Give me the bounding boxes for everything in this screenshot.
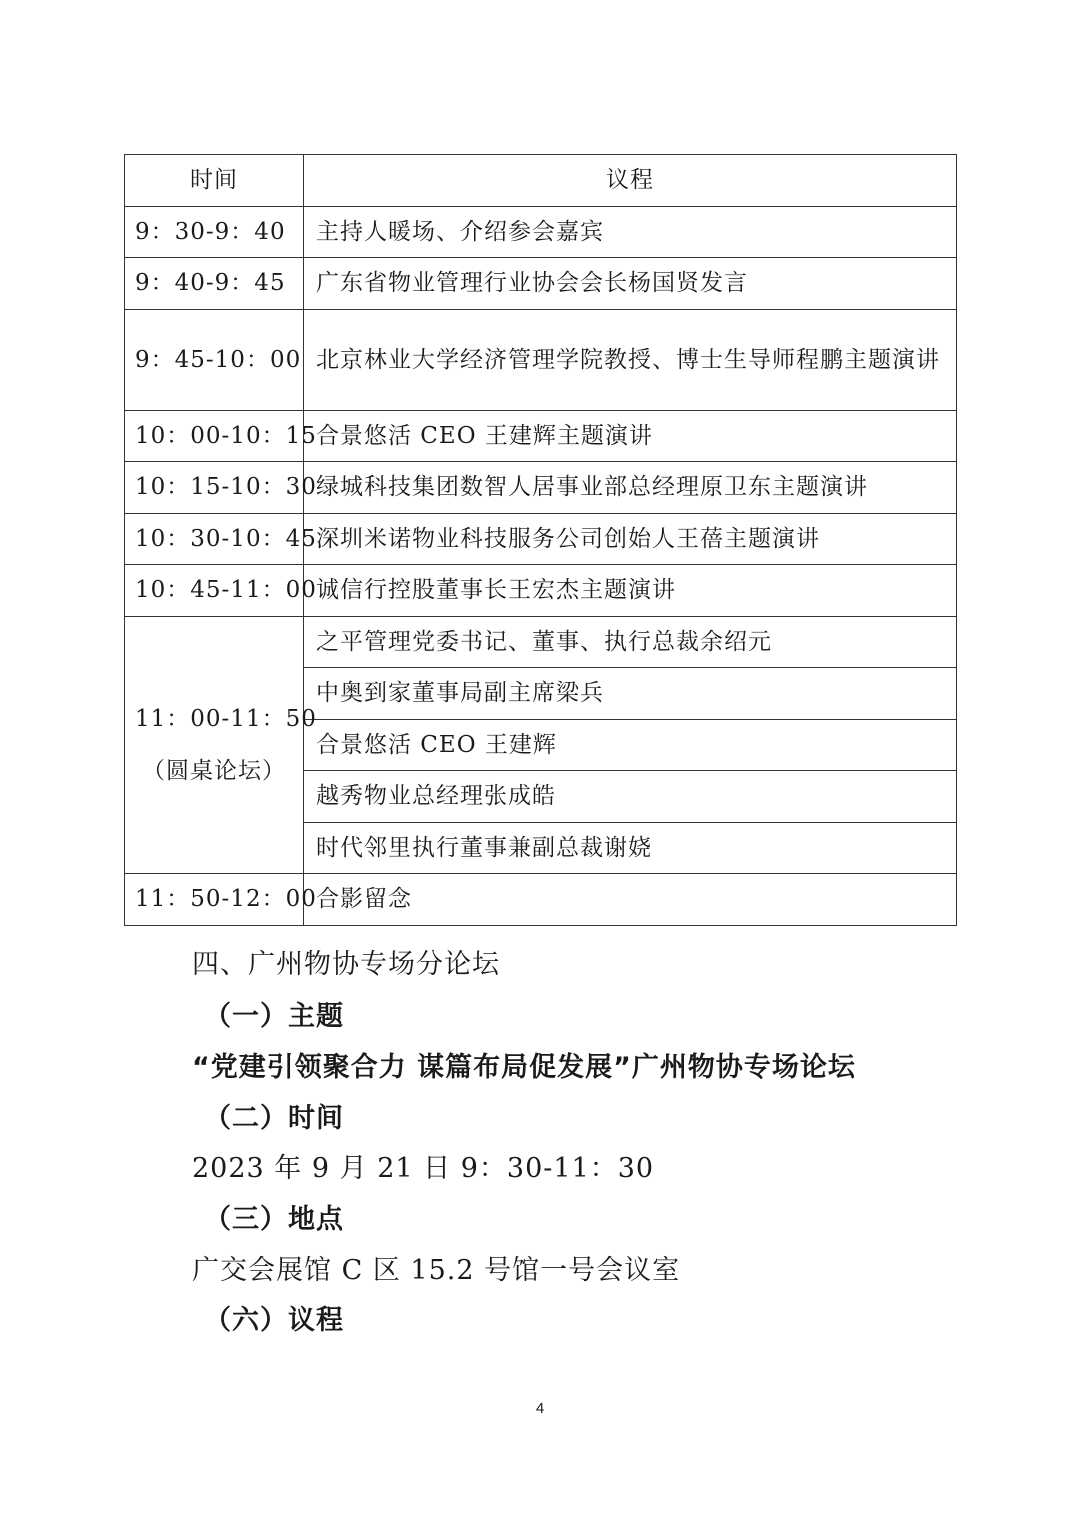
place-label: （三）地点 xyxy=(204,1204,344,1235)
header-agenda: 议程 xyxy=(304,155,957,207)
table-header-row xyxy=(125,155,957,207)
page-number: 4 xyxy=(535,1400,545,1417)
table-row xyxy=(125,410,957,462)
table-row xyxy=(125,616,957,668)
row-time: 10：15-10：30 xyxy=(125,462,304,514)
row-item: 合影留念 xyxy=(304,874,957,926)
table-row xyxy=(125,258,957,310)
row-item: 合景悠活 CEO 王建辉主题演讲 xyxy=(304,410,957,462)
table-row xyxy=(125,513,957,565)
time-text: 2023 年 9 月 21 日 9：30-11：30 xyxy=(192,1153,655,1184)
row-time: 10：00-10：15 xyxy=(125,410,304,462)
theme-text: “党建引领聚合力 谋篇布局促发展”广州物协专场论坛 xyxy=(192,1052,856,1083)
row-item: 主持人暖场、介绍参会嘉宾 xyxy=(304,206,957,258)
row-time: 9：30-9：40 xyxy=(125,206,304,258)
row-item: 越秀物业总经理张成皓 xyxy=(304,771,957,823)
table-row xyxy=(125,565,957,617)
agenda-label: （六）议程 xyxy=(204,1305,344,1336)
row-item: 北京林业大学经济管理学院教授、博士生导师程鹏主题演讲 xyxy=(304,309,957,410)
roundtable-time: 11：00-11：50 xyxy=(135,705,317,732)
row-time: 9：40-9：45 xyxy=(125,258,304,310)
row-item: 时代邻里执行董事兼副总裁谢娆 xyxy=(304,822,957,874)
table-row xyxy=(125,206,957,258)
theme-label: （一）主题 xyxy=(204,1001,344,1032)
row-time: 10：30-10：45 xyxy=(125,513,304,565)
section-heading-4: 四、广州物协专场分论坛 xyxy=(192,949,500,980)
time-label: （二）时间 xyxy=(204,1103,344,1134)
agenda-table xyxy=(124,154,957,926)
table-row xyxy=(125,462,957,514)
table-row xyxy=(125,874,957,926)
row-time: 9：45-10：00 xyxy=(125,309,304,410)
row-item: 之平管理党委书记、董事、执行总裁余绍元 xyxy=(304,616,957,668)
row-time: 11：50-12：00 xyxy=(125,874,304,926)
place-text: 广交会展馆 C 区 15.2 号馆一号会议室 xyxy=(192,1255,681,1286)
header-time: 时间 xyxy=(125,155,304,207)
roundtable-time-cell xyxy=(125,616,317,874)
row-item: 诚信行控股董事长王宏杰主题演讲 xyxy=(304,565,957,617)
row-item: 绿城科技集团数智人居事业部总经理原卫东主题演讲 xyxy=(304,462,957,514)
row-item: 深圳米诺物业科技服务公司创始人王蓓主题演讲 xyxy=(304,513,957,565)
table-row xyxy=(125,309,957,410)
row-item: 合景悠活 CEO 王建辉 xyxy=(304,719,957,771)
row-item: 中奥到家董事局副主席梁兵 xyxy=(304,668,957,720)
row-time: 10：45-11：00 xyxy=(125,565,304,617)
roundtable-note: （圆桌论坛） xyxy=(142,757,286,784)
row-item: 广东省物业管理行业协会会长杨国贤发言 xyxy=(304,258,957,310)
